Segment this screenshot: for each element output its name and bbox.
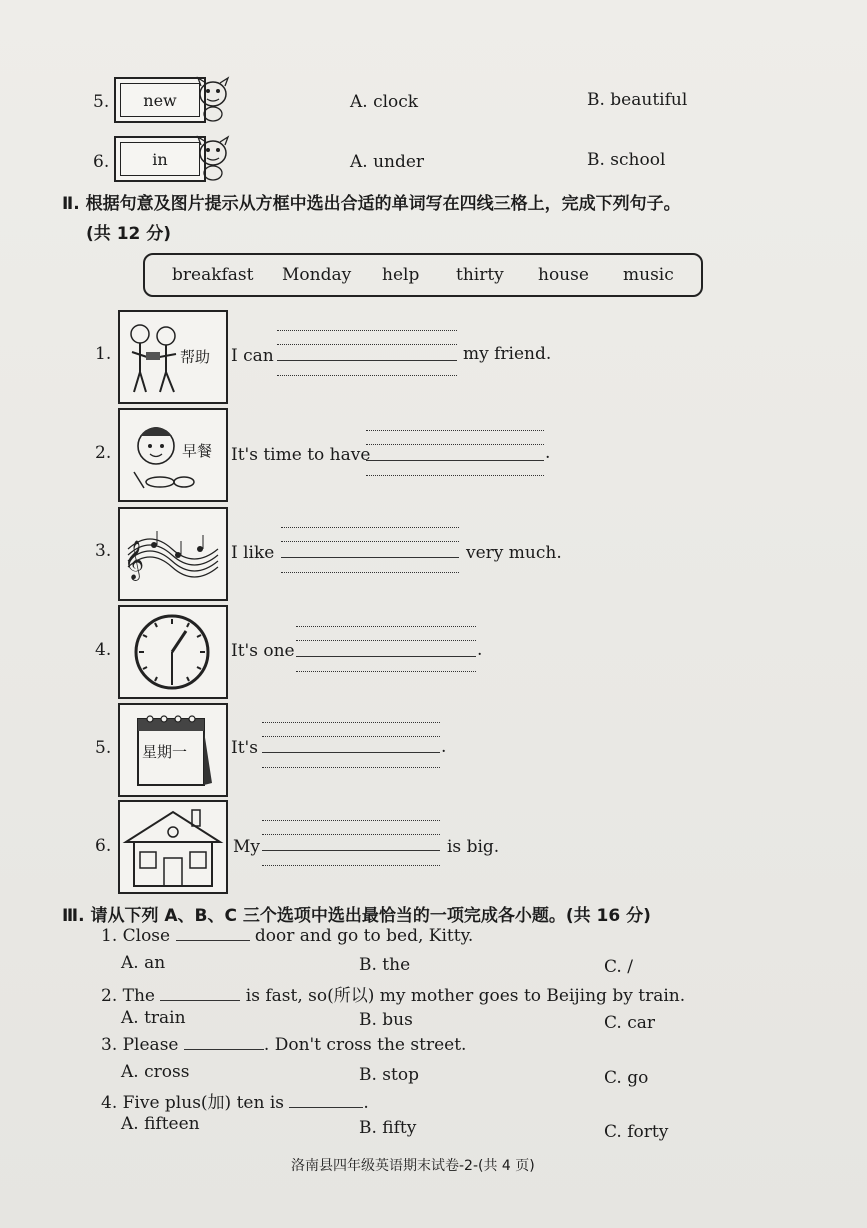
picture-house (118, 800, 228, 894)
sentence-start: It's (231, 738, 258, 758)
option-a: A. an (121, 953, 166, 973)
sentence-end: very much. (466, 543, 562, 563)
option-a: A. train (121, 1008, 186, 1028)
music-notes-icon (120, 509, 226, 599)
option-c: C. car (604, 1013, 655, 1033)
sentence-end: . (441, 737, 447, 757)
sentence-end: my friend. (463, 344, 552, 364)
word-bank-item: music (623, 265, 674, 285)
section-heading: Ⅲ. 请从下列 A、B、C 三个选项中选出最恰当的一项完成各小题。(共 16 分) (62, 906, 651, 926)
question-text: door and go to bed, Kitty. (254, 926, 474, 946)
picture-calendar (118, 703, 228, 797)
item-number: 1. (95, 344, 112, 364)
question-3 (101, 1035, 466, 1055)
option-b: B. stop (359, 1065, 419, 1085)
writing-lines[interactable] (262, 820, 440, 868)
word-card-text: in (120, 142, 200, 176)
sentence-start: I like (231, 543, 275, 563)
question-text: . (363, 1093, 369, 1113)
writing-lines[interactable] (366, 430, 544, 478)
section-heading: Ⅱ. 根据句意及图片提示从方框中选出合适的单词写在四线三格上，完成下列句子。 (62, 194, 681, 214)
option-b: B. school (587, 150, 666, 170)
picture-breakfast (118, 408, 228, 502)
section-score: (共 12 分) (86, 224, 172, 244)
picture-label: 星期一 (142, 743, 188, 761)
word-bank (143, 253, 703, 297)
sentence-start: I can (231, 346, 274, 366)
clock-icon (120, 607, 226, 697)
picture-clock (118, 605, 228, 699)
sentence-end: . (477, 640, 483, 660)
option-b: B. fifty (359, 1118, 417, 1138)
question-2 (101, 981, 685, 1006)
question-text: 2. The (101, 986, 155, 1006)
sentence-start: It's one (231, 641, 295, 661)
option-c: C. forty (604, 1122, 669, 1142)
picture-music (118, 507, 228, 601)
option-c: C. / (604, 957, 633, 977)
question-text: . Don't cross the street. (263, 1035, 467, 1055)
answer-blank[interactable] (184, 1035, 264, 1050)
question-4 (101, 1088, 369, 1113)
writing-lines[interactable] (277, 330, 457, 378)
word-bank-item: thirty (456, 265, 504, 285)
cartoon-mascot-icon (193, 72, 233, 124)
house-icon (120, 802, 226, 892)
item-number: 6. (95, 836, 112, 856)
question-1 (101, 926, 473, 946)
word-bank-item: Monday (282, 265, 352, 285)
picture-label: 早餐 (182, 442, 213, 460)
option-a: A. under (350, 152, 425, 172)
item-number: 3. (95, 541, 112, 561)
option-a: A. clock (350, 92, 419, 112)
picture-help (118, 310, 228, 404)
writing-lines[interactable] (262, 722, 440, 770)
question-text: is fast, so(所以) my mother goes to Beijing by train. (245, 986, 686, 1006)
option-b: B. beautiful (587, 90, 688, 110)
question-text: 3. Please (101, 1035, 179, 1055)
page-footer: 洛南县四年级英语期末试卷-2-(共 4 页) (291, 1158, 535, 1174)
word-card-text: new (120, 83, 200, 117)
answer-blank[interactable] (160, 986, 240, 1001)
option-c: C. go (604, 1068, 649, 1088)
writing-lines[interactable] (281, 527, 459, 575)
word-bank-item: house (538, 265, 589, 285)
answer-blank[interactable] (176, 926, 250, 941)
option-a: A. fifteen (121, 1114, 200, 1134)
item-number: 6. (93, 152, 110, 172)
sentence-end: . (545, 443, 551, 463)
kids-helping-icon (120, 312, 226, 402)
picture-label: 帮助 (180, 348, 211, 366)
answer-blank[interactable] (289, 1093, 363, 1108)
sentence-end: is big. (447, 837, 500, 857)
option-a: A. cross (121, 1062, 190, 1082)
word-bank-item: help (382, 265, 420, 285)
question-text: 1. Close (101, 926, 171, 946)
item-number: 2. (95, 443, 112, 463)
question-text: 4. Five plus(加) ten is (101, 1093, 284, 1113)
sentence-start: It's time to have (231, 445, 371, 465)
item-number: 4. (95, 640, 112, 660)
sentence-start: My (233, 837, 261, 857)
item-number: 5. (93, 92, 110, 112)
option-b: B. bus (359, 1010, 413, 1030)
cartoon-mascot-icon (193, 131, 233, 183)
word-bank-item: breakfast (172, 265, 254, 285)
svg-text:𝄞: 𝄞 (124, 540, 145, 580)
writing-lines[interactable] (296, 626, 476, 674)
option-b: B. the (359, 955, 411, 975)
item-number: 5. (95, 738, 112, 758)
